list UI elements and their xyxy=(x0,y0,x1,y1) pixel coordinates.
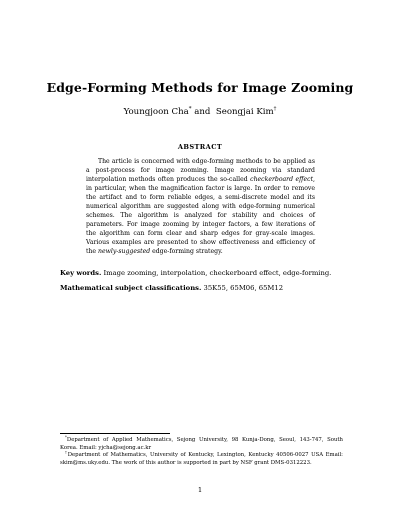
footnote xyxy=(60,434,343,452)
footnote-mark: * xyxy=(188,106,192,112)
footnote xyxy=(60,449,343,467)
keywords-label: Key words. xyxy=(60,269,102,277)
footnote-mark: * xyxy=(65,434,67,440)
paper-title: Edge-Forming Methods for Image Zooming xyxy=(46,80,354,95)
subject-classifications xyxy=(60,283,350,293)
abstract-text: , in particular, when the magnification factor is large. In order to remove the artifact and to form reliable edges, a semi-discrete model and its numerical algorithm are suggested along with edge-forming numerical schemes. The algorithm is analyzed for stability and choices of parameters. For image zooming by integer factors, a few iterations of the algorithm can form clear and sharp edges for gray-scale images. Various examples are presented to show effectiveness and efficiency of the xyxy=(86,176,315,256)
author-name: Youngjoon Cha xyxy=(123,107,189,117)
footnote-text: Department of Mathematics, University of Kentucky, Lexington, Kentucky 40506-0027 USA Email: skim@ms.uky.edu. The work of this author is supported in part by NSF grant DMS-0312223. xyxy=(60,452,343,466)
abstract-emphasis: checkerboard effect xyxy=(250,176,314,184)
abstract-body xyxy=(86,157,315,257)
abstract-emphasis: newly-suggested xyxy=(98,248,151,256)
footnote-mark: † xyxy=(273,106,277,112)
footnote-divider xyxy=(60,433,170,434)
abstract-text: edge-forming strategy. xyxy=(150,248,223,256)
abstract-text: The article is concerned with edge-forming methods to be applied as a post-process for image zooming. Image zooming via standard interpolation methods often produces the so-called xyxy=(86,158,315,184)
page-number: 1 xyxy=(197,486,203,494)
msc-label: Mathematical subject classifications. xyxy=(60,284,202,292)
footnote-text: Department of Applied Mathematics, Sejong University, 98 Kunja-Dong, Seoul, 143-747, South Korea. Email: yjcha@sejong.ac.kr xyxy=(60,437,343,451)
author-name: Seongjai Kim xyxy=(215,107,274,117)
footnote-mark: † xyxy=(65,449,68,455)
footnotes xyxy=(60,434,343,467)
abstract-heading: ABSTRACT xyxy=(177,143,223,151)
author-line xyxy=(0,107,400,117)
msc-text: 35K55, 65M06, 65M12 xyxy=(201,284,284,292)
keywords xyxy=(60,268,350,278)
author-conjunction: and xyxy=(191,107,216,117)
keywords-text: Image zooming, interpolation, checkerboard effect, edge-forming. xyxy=(101,269,332,277)
